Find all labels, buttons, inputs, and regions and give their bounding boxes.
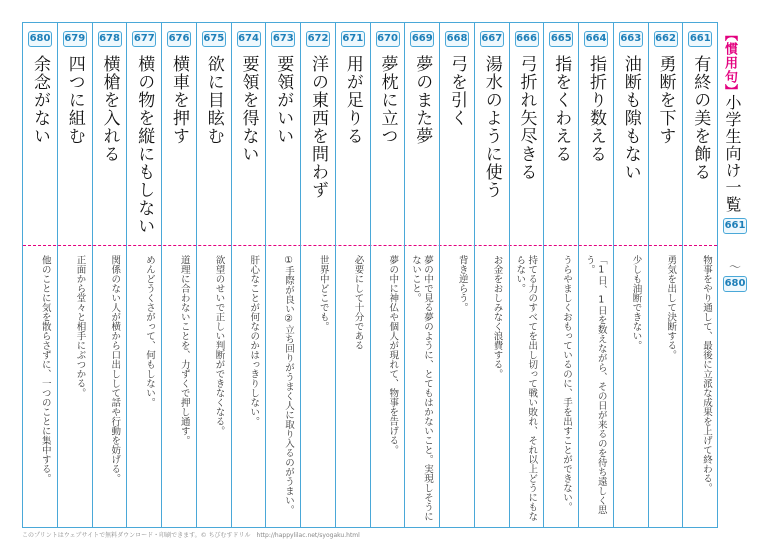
- idiom-phrase: 夢枕に立つ: [377, 55, 398, 145]
- idiom-phrase: 要領がいい: [273, 55, 294, 145]
- idiom-meaning: 他のことに気を散らさずに、一つのことに集中する。: [39, 255, 51, 483]
- item-number-badge: 672: [306, 31, 330, 47]
- idiom-phrase: 弓折れ矢尽きる: [516, 55, 537, 181]
- idiom-phrase: 横槍を入れる: [99, 55, 120, 163]
- idiom-meaning: 正面から堂々と相手にぶつかる。: [74, 255, 86, 398]
- idiom-meaning: ①手際が良い②立ち回りがうまく人に取り入るのがうまい。: [283, 255, 294, 515]
- item-number-badge: 666: [515, 31, 539, 47]
- idiom-column: [683, 23, 718, 527]
- idiom-phrase: 夢のまた夢: [412, 55, 433, 145]
- item-number-badge: 670: [376, 31, 400, 47]
- idiom-column: [440, 23, 475, 527]
- item-number-badge: 668: [445, 31, 469, 47]
- item-number-badge: 677: [132, 31, 156, 47]
- idiom-column: [162, 23, 197, 527]
- idiom-column: [649, 23, 684, 527]
- idiom-meaning: うらやましくおもっているのに、手を出すことができない。: [561, 255, 572, 512]
- idiom-phrase: 湯水のように使う: [481, 55, 502, 199]
- idiom-column: [301, 23, 336, 527]
- idiom-column: [405, 23, 440, 527]
- idiom-column: [579, 23, 614, 527]
- item-number-badge: 680: [28, 31, 52, 47]
- idiom-column: [23, 23, 58, 527]
- idiom-column: [510, 23, 545, 527]
- range-start-badge: 661: [723, 218, 747, 234]
- idiom-column: [127, 23, 162, 527]
- idiom-phrase: 洋の東西を問わず: [308, 55, 328, 199]
- idiom-meaning: 背き逆らう。: [456, 255, 468, 312]
- range-end-badge: 680: [723, 276, 747, 292]
- footer-note: このプリントはウェブサイトで無料ダウンロード・印刷できます。© ちびむすドリル http://happylilac.net/syogaku.html: [22, 532, 360, 539]
- item-number-badge: 662: [654, 31, 678, 47]
- idiom-column: [336, 23, 371, 527]
- idiom-column: [197, 23, 232, 527]
- idiom-meaning: 世界中どこでも。: [317, 255, 329, 331]
- item-number-badge: 667: [480, 31, 504, 47]
- idiom-column: [58, 23, 93, 527]
- idiom-phrase: 油断も隙もない: [620, 55, 641, 181]
- idiom-phrase: 横車を押す: [169, 55, 189, 145]
- idiom-phrase: 余念がない: [30, 55, 50, 145]
- range-separator: 〜: [729, 260, 742, 274]
- item-number-badge: 679: [63, 31, 87, 47]
- item-number-badge: 664: [584, 31, 608, 47]
- idiom-column: [232, 23, 267, 527]
- category-badge: 【慣用句】: [722, 28, 737, 98]
- item-number-badge: 665: [549, 31, 573, 47]
- item-number-badge: 663: [619, 31, 643, 47]
- item-number-badge: 678: [98, 31, 122, 47]
- idiom-phrase: 有終の美を飾る: [690, 55, 711, 181]
- idiom-phrase: 要領を得ない: [238, 55, 259, 163]
- idiom-meaning: 物事をやり通して、最後に立派な成果を上げて終わる。: [701, 255, 712, 493]
- idiom-phrase: 指をくわえる: [551, 55, 572, 163]
- idiom-column: [544, 23, 579, 527]
- idiom-column: [371, 23, 406, 527]
- item-number-badge: 675: [202, 31, 226, 47]
- idiom-phrase: 勇断を下す: [655, 55, 676, 145]
- idiom-meaning: 夢の中に神仏や個人が現れて、物事を告げる。: [387, 255, 399, 455]
- item-number-badge: 661: [688, 31, 712, 47]
- idiom-meaning: 「1日、1日を数えながら、その日が来るのを待ち遠しく思う。: [583, 255, 607, 515]
- idiom-meaning: お金をおしみなく浪費する。: [491, 255, 503, 379]
- idiom-meaning: 肝心なことが何なのかはっきりしない。: [248, 255, 260, 426]
- idiom-column: [266, 23, 301, 527]
- item-number-badge: 671: [341, 31, 365, 47]
- idiom-table: [22, 22, 718, 528]
- title-area: [718, 22, 752, 528]
- page-title: 小学生向け一覧: [723, 94, 742, 213]
- item-number-badge: 673: [271, 31, 295, 47]
- item-number-badge: 674: [237, 31, 261, 47]
- idiom-phrase: 四つに組む: [64, 55, 85, 145]
- idiom-meaning: 夢の中で見る夢のように、とてもはかないこと。実現しそうにないこと。: [410, 255, 433, 521]
- idiom-phrase: 弓を引く: [447, 55, 467, 127]
- idiom-meaning: 道理に合わないことを、力ずくで押し通す。: [178, 255, 190, 445]
- idiom-meaning: 関係のない人が横から口出しして話や行動を妨げる。: [109, 255, 121, 483]
- idiom-meaning: 必要にして十分である: [352, 255, 364, 350]
- idiom-meaning: 勇気を出して決断する。: [665, 255, 677, 360]
- idiom-phrase: 用が足りる: [342, 55, 363, 145]
- item-number-badge: 676: [167, 31, 191, 47]
- idiom-phrase: 欲に目眩む: [203, 55, 224, 145]
- idiom-meaning: 欲望のせいで正しい判断ができなくなる。: [213, 255, 225, 436]
- idiom-column: [614, 23, 649, 527]
- idiom-phrase: 横の物を縦にもしない: [134, 55, 155, 235]
- idiom-meaning: 少しも油断できない。: [630, 255, 642, 350]
- idiom-column: [93, 23, 128, 527]
- idiom-meaning: めんどうくさがって、何もしない。: [144, 255, 155, 407]
- item-number-badge: 669: [410, 31, 434, 47]
- idiom-phrase: 指折り数える: [586, 55, 606, 163]
- idiom-meaning: 持てる力のすべてを出し切って戦い敗れ、それ以上どうにもならない。: [514, 255, 538, 521]
- idiom-column: [475, 23, 510, 527]
